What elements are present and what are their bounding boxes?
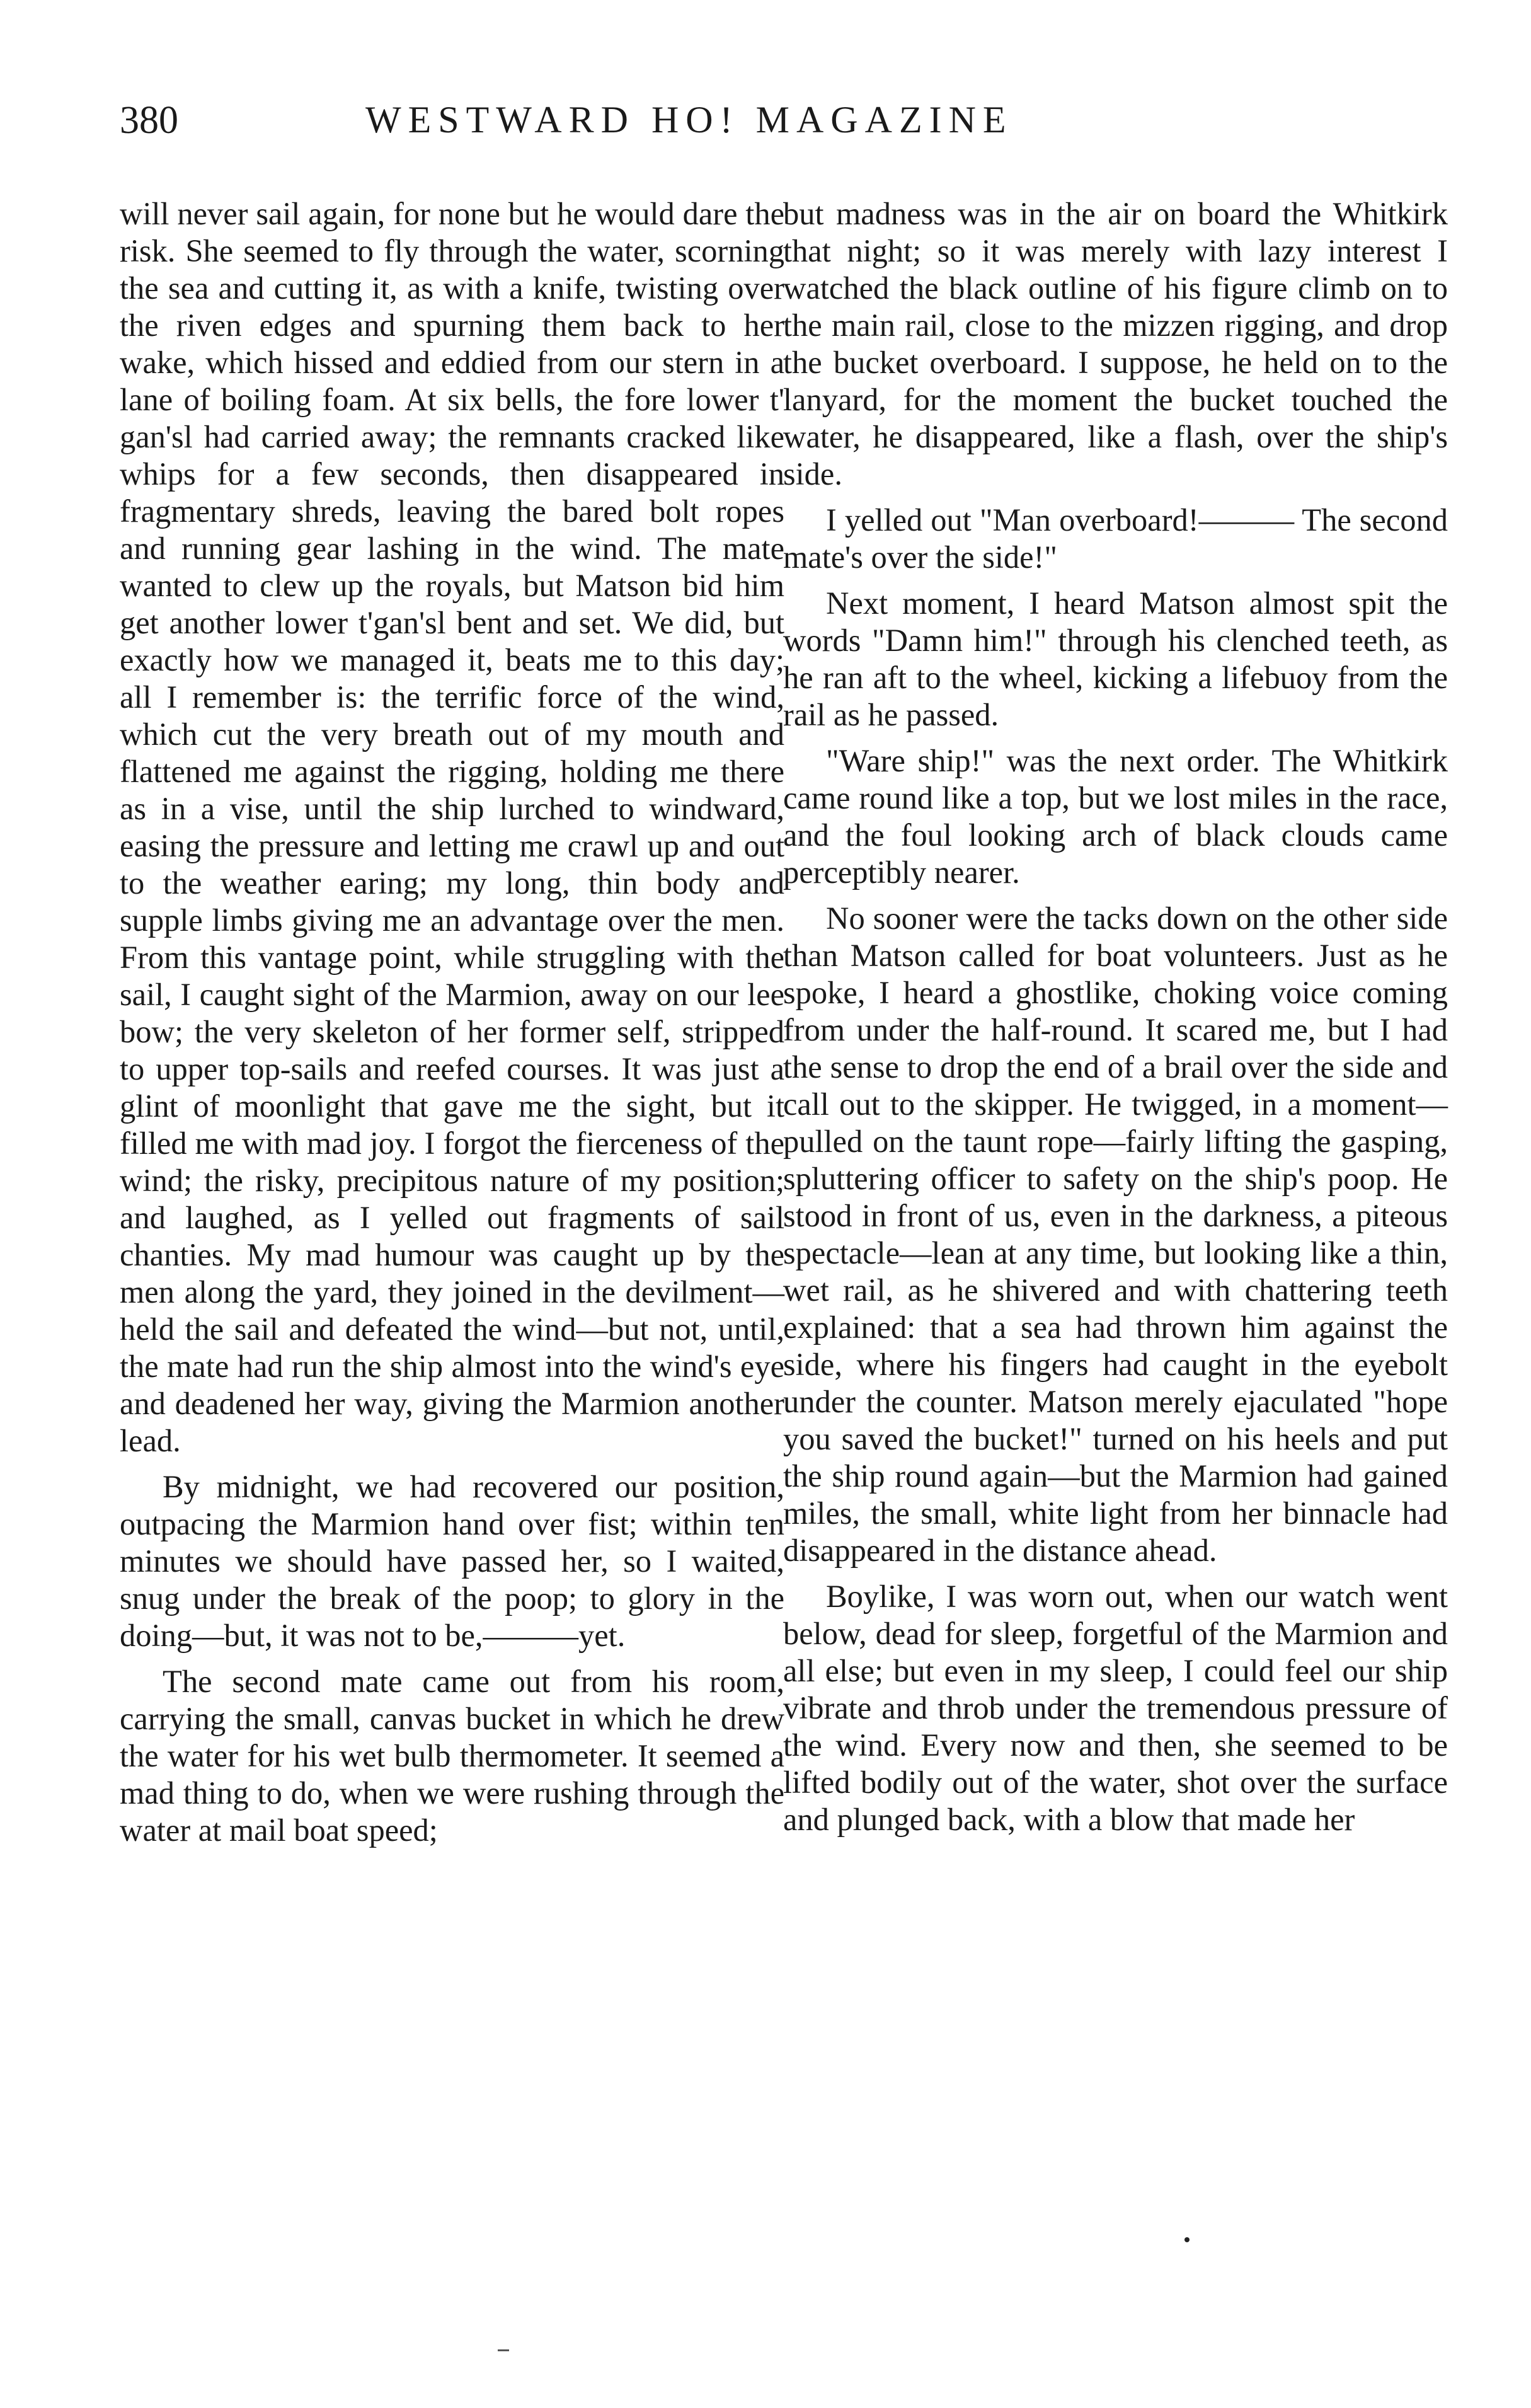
right-column [783, 195, 1448, 1847]
paragraph: By midnight, we had recovered our position, outpacing the Marmion hand over fist; within ten minutes we should have passed her, so I waited, snug under the break of the poop; to glory in the doing—but, it was not to be,———yet. [120, 1469, 784, 1653]
paragraph: "Ware ship!" was the next order. The Whitkirk came round like a top, but we lost miles in the race, and the foul looking arch of black clouds came perceptibly nearer. [783, 743, 1448, 890]
print-mark-dot [1184, 2237, 1190, 2242]
paragraph: but madness was in the air on board the Whitkirk that night; so it was merely with lazy interest I watched the black outline of his figure climb on to the main rail, close to the mizzen rigging, and drop the bucket overboard. I suppose, he held on to the lanyard, for the moment the bucket touched the water, he disappeared, like a flash, over the ship's side. [783, 196, 1448, 492]
running-title: WESTWARD HO! MAGAZINE [365, 99, 1013, 141]
paragraph: Boylike, I was worn out, when our watch went below, dead for sleep, forgetful of the Marmion and all else; but even in my sleep, I could feel our ship vibrate and throb under the tremendous pressure of the wind. Every now and then, she seemed to be lifted bodily out of the water, shot over the surface and plunged back, with a blow that made her [783, 1579, 1448, 1837]
left-column [120, 195, 784, 1858]
paragraph: Next moment, I heard Matson almost spit the words "Damn him!" through his clenched teeth, as he ran aft to the wheel, kicking a lifebuoy from the rail as he passed. [783, 585, 1448, 732]
print-mark-dash [498, 2349, 509, 2351]
page-number: 380 [120, 99, 178, 142]
paragraph: The second mate came out from his room, carrying the small, canvas bucket in which he drew the water for his wet bulb thermometer. It seemed a mad thing to do, when we were rushing through the water at mail boat speed; [120, 1664, 784, 1848]
paragraph: will never sail again, for none but he would dare the risk. She seemed to fly through the water, scorning the sea and cutting it, as with a knife, twisting over the riven edges and spurning them back to her wake, which hissed and eddied from our stern in a lane of boiling foam. At six bells, the fore lower t' gan'sl had carried away; the remnants cracked like whips for a few seconds, then disappeared in fragmentary shreds, leaving the bared bolt ropes and running gear lashing in the wind. The mate wanted to clew up the royals, but Matson bid him get another lower t'gan'sl bent and set. We did, but exactly how we managed it, beats me to this day; all I remember is: the terrific force of the wind, which cut the very breath out of my mouth and flattened me against the rigging, holding me there as in a vise, until the ship lurched to windward, easing the pressure and letting me crawl up and out to the weather earing; my long, thin body and supple limbs giving me an advantage over the men. From this vantage point, while struggling with the sail, I caught sight of the Marmion, away on our lee bow; the very skeleton of her former self, stripped to upper top-sails and reefed courses. It was just a glint of moonlight that gave me the sight, but it filled me with mad joy. I forgot the fierceness of the wind; the risky, precipitous nature of my position; and laughed, as I yelled out fragments of sail chanties. My mad humour was caught up by the men along the yard, they joined in the devilment—held the sail and defeated the wind—but not, until, the mate had run the ship almost into the wind's eye and deadened her way, giving the Marmion another lead. [120, 196, 784, 1458]
paragraph: No sooner were the tacks down on the other side than Matson called for boat volunteers. Just as he spoke, I heard a ghostlike, choking voice coming from under the half-round. It scared me, but I had the sense to drop the end of a brail over the side and call out to the skipper. He twigged, in a moment—pulled on the taunt rope—fairly lifting the gasping, spluttering officer to safety on the ship's poop. He stood in front of us, even in the darkness, a piteous spectacle—lean at any time, but looking like a thin, wet rail, as he shivered and with chattering teeth explained: that a sea had thrown him against the side, where his fingers had caught in the eyebolt under the counter. Matson merely ejaculated "hope you saved the bucket!" turned on his heels and put the ship round again—but the Marmion had gained miles, the small, white light from her binnacle had disappeared in the distance ahead. [783, 901, 1448, 1568]
paragraph: I yelled out "Man overboard!——— The second mate's over the side!" [783, 502, 1448, 575]
